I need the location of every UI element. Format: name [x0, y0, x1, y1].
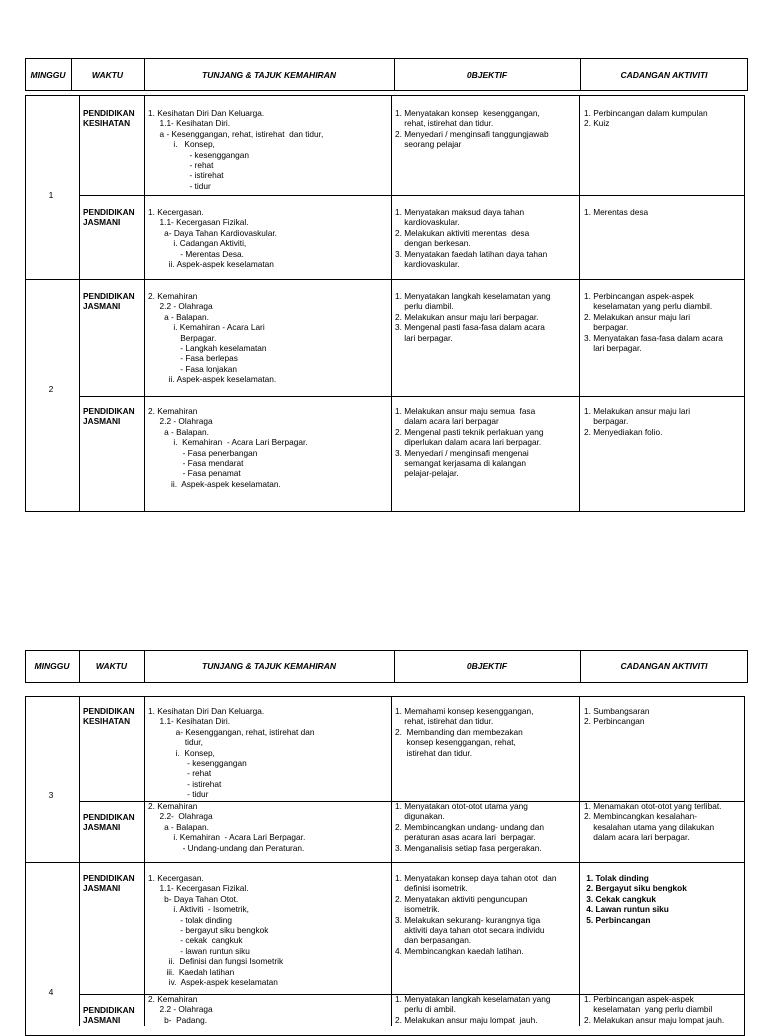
table-2 [25, 696, 745, 1036]
header-aktiviti: CADANGAN AKTIVITI [620, 70, 708, 80]
waktu-cell: PENDIDIKAN KESIHATAN [83, 108, 135, 129]
aktiviti-cell: 1. Tolak dinding 2. Bergayut siku bengkok 3. Cekak cangkuk 4. Lawan runtun siku 5. Perbincangan [586, 873, 687, 925]
divider [144, 696, 145, 1026]
tajuk-cell: 1. Kecergasan. 1.1- Kecergasan Fizikal. a- Daya Tahan Kardiovaskular. i. Cadangan Aktiviti, - Merentas Desa. ii. Aspek-aspek keselamatan [148, 207, 277, 270]
waktu-cell: PENDIDIKAN JASMANI [83, 873, 135, 894]
objektif-cell: 1. Menyatakan otot-otot utama yang digunakan. 2. Membincangkan undang- undang dan peraturan asas acara lari berpagar. 3. Menganalisis setiap fasa pergerakan. [395, 801, 544, 853]
aktiviti-cell: 1. Perbincangan dalam kumpulan 2. Kuiz [584, 108, 708, 129]
waktu-cell: PENDIDIKAN JASMANI [83, 812, 135, 833]
objektif-cell: 1. Menyatakan konsep daya tahan otot dan definisi isometrik. 2. Menyatakan aktiviti penguncupan isometrik. 3. Melakukan sekurang- kurangnya tiga aktiviti daya tahan otot secara individu dan berpasangan. 4. Membincangkan kaedah latihan. [395, 873, 557, 956]
aktiviti-cell: 1. Merentas desa [584, 207, 649, 217]
row-divider [79, 195, 745, 196]
objektif-cell: 1. Menyatakan langkah keselamatan yang perlu diambil. 2. Melakukan ansur maju lari berpagar. 3. Mengenal pasti fasa-fasa dalam acara lari berpagar. [395, 291, 551, 343]
header-waktu: WAKTU [95, 661, 128, 671]
divider [144, 95, 145, 512]
objektif-cell: 1. Memahami konsep kesenggangan, rehat, istirehat dan tidur. 2. Membanding dan membezakan konsep kesenggangan, rehat, istirehat dan tidur. [395, 706, 534, 758]
header-objektif: 0BJEKTIF [466, 661, 508, 671]
objektif-cell: 1. Melakukan ansur maju semua fasa dalam acara lari berpagar 2. Mengenal pasti teknik perlakuan yang diperlukan dalam acara lari berpagar. 3. Menyedari / menginsafi mengenai semangat kerjasama di kalangan pelajar-pelajar. [395, 406, 544, 479]
tajuk-cell: 2. Kemahiran 2.2 - Olahraga a - Balapan. i. Kemahiran - Acara Lari Berpagar. - Fasa penerbangan - Fasa mendarat - Fasa penamat ii. Aspek-aspek keselamatan. [148, 406, 308, 489]
divider [391, 95, 392, 512]
week-number: 3 [48, 790, 54, 800]
week-number: 2 [48, 384, 54, 394]
aktiviti-cell: 1. Sumbangsaran 2. Perbincangan [584, 706, 650, 727]
divider [579, 696, 580, 1026]
row-divider [79, 396, 745, 397]
waktu-cell: PENDIDIKAN KESIHATAN [83, 706, 135, 727]
header-minggu: MINGGU [30, 70, 66, 80]
waktu-cell: PENDIDIKAN JASMANI [83, 406, 135, 427]
aktiviti-cell: 1. Menamakan otot-otot yang terlibat. 2. Membincangkan kesalahan- kesalahan utama yang dilakukan dalam acara lari berpagar. [584, 801, 722, 843]
header-waktu: WAKTU [91, 70, 124, 80]
tajuk-cell: 2. Kemahiran 2.2 - Olahraga a - Balapan. i. Kemahiran - Acara Lari Berpagar. - Langkah keselamatan - Fasa berlepas - Fasa lonjakan ii. Aspek-aspek keselamatan. [148, 291, 277, 385]
tajuk-cell: 1. Kecergasan. 1.1- Kecergasan Fizikal. b- Daya Tahan Otot. i. Aktiviti - Isometrik, - tolak dinding - bergayut siku bengkok - cekak cangkuk - lawan runtun siku ii. Definisi dan fungsi Isometrik iii. Kaedah latihan iv. Aspek-aspek keselamatan [148, 873, 284, 988]
week-number: 1 [48, 190, 54, 200]
divider [79, 95, 80, 512]
header-minggu: MINGGU [34, 661, 70, 671]
aktiviti-cell: 1. Perbincangan aspek-aspek keselamatan yang perlu diambil. 2. Melakukan ansur maju lari berpagar. 3. Menyatakan fasa-fasa dalam acara lari berpagar. [584, 291, 723, 354]
objektif-cell: 1. Menyatakan konsep kesenggangan, rehat, istirehat dan tidur. 2. Menyedari / menginsafi tanggungjawab seorang pelajar [395, 108, 549, 150]
header-aktiviti: CADANGAN AKTIVITI [620, 661, 708, 671]
tajuk-cell: 1. Kesihatan Diri Dan Keluarga. 1.1- Kesihatan Diri. a- Kesenggangan, rehat, istirehat dan tidur, i. Konsep, - kesenggangan - rehat - istirehat - tidur [148, 706, 315, 800]
header-objektif: 0BJEKTIF [466, 70, 508, 80]
aktiviti-cell: 1. Perbincangan aspek-aspek keselamatan yang perlu diambil 2. Melakukan ansur maju lompat jauh. [584, 994, 725, 1025]
aktiviti-cell: 1. Melakukan ansur maju lari berpagar. 2. Menyediakan folio. [584, 406, 691, 437]
waktu-cell: PENDIDIKAN JASMANI [83, 207, 135, 228]
divider [579, 95, 580, 512]
tajuk-cell: 2. Kemahiran 2.2 - Olahraga b- Padang. [148, 994, 213, 1025]
divider [79, 696, 80, 1026]
divider [391, 696, 392, 1026]
row-divider [25, 862, 745, 863]
objektif-cell: 1. Menyatakan maksud daya tahan kardiovaskular. 2. Melakukan aktiviti merentas desa dengan berkesan. 3. Menyatakan faedah latihan daya tahan kardiovaskular. [395, 207, 548, 270]
tajuk-cell: 2. Kemahiran 2.2- Olahraga a - Balapan. i. Kemahiran - Acara Lari Berpagar. - Undang-undang dan Peraturan. [148, 801, 306, 853]
header-tajuk: TUNJANG & TAJUK KEMAHIRAN [202, 70, 336, 80]
week-number: 4 [48, 987, 54, 997]
tajuk-cell: 1. Kesihatan Diri Dan Keluarga. 1.1- Kesihatan Diri. a - Kesenggangan, rehat, istirehat dan tidur, i. Konsep, - kesenggangan - rehat - istirehat - tidur [148, 108, 324, 191]
waktu-cell: PENDIDIKAN JASMANI [83, 1005, 135, 1026]
header-tajuk: TUNJANG & TAJUK KEMAHIRAN [202, 661, 336, 671]
row-divider [25, 279, 745, 280]
objektif-cell: 1. Menyatakan langkah keselamatan yang perlu di ambil. 2. Melakukan ansur maju lompat jauh. [395, 994, 551, 1025]
waktu-cell: PENDIDIKAN JASMANI [83, 291, 135, 312]
